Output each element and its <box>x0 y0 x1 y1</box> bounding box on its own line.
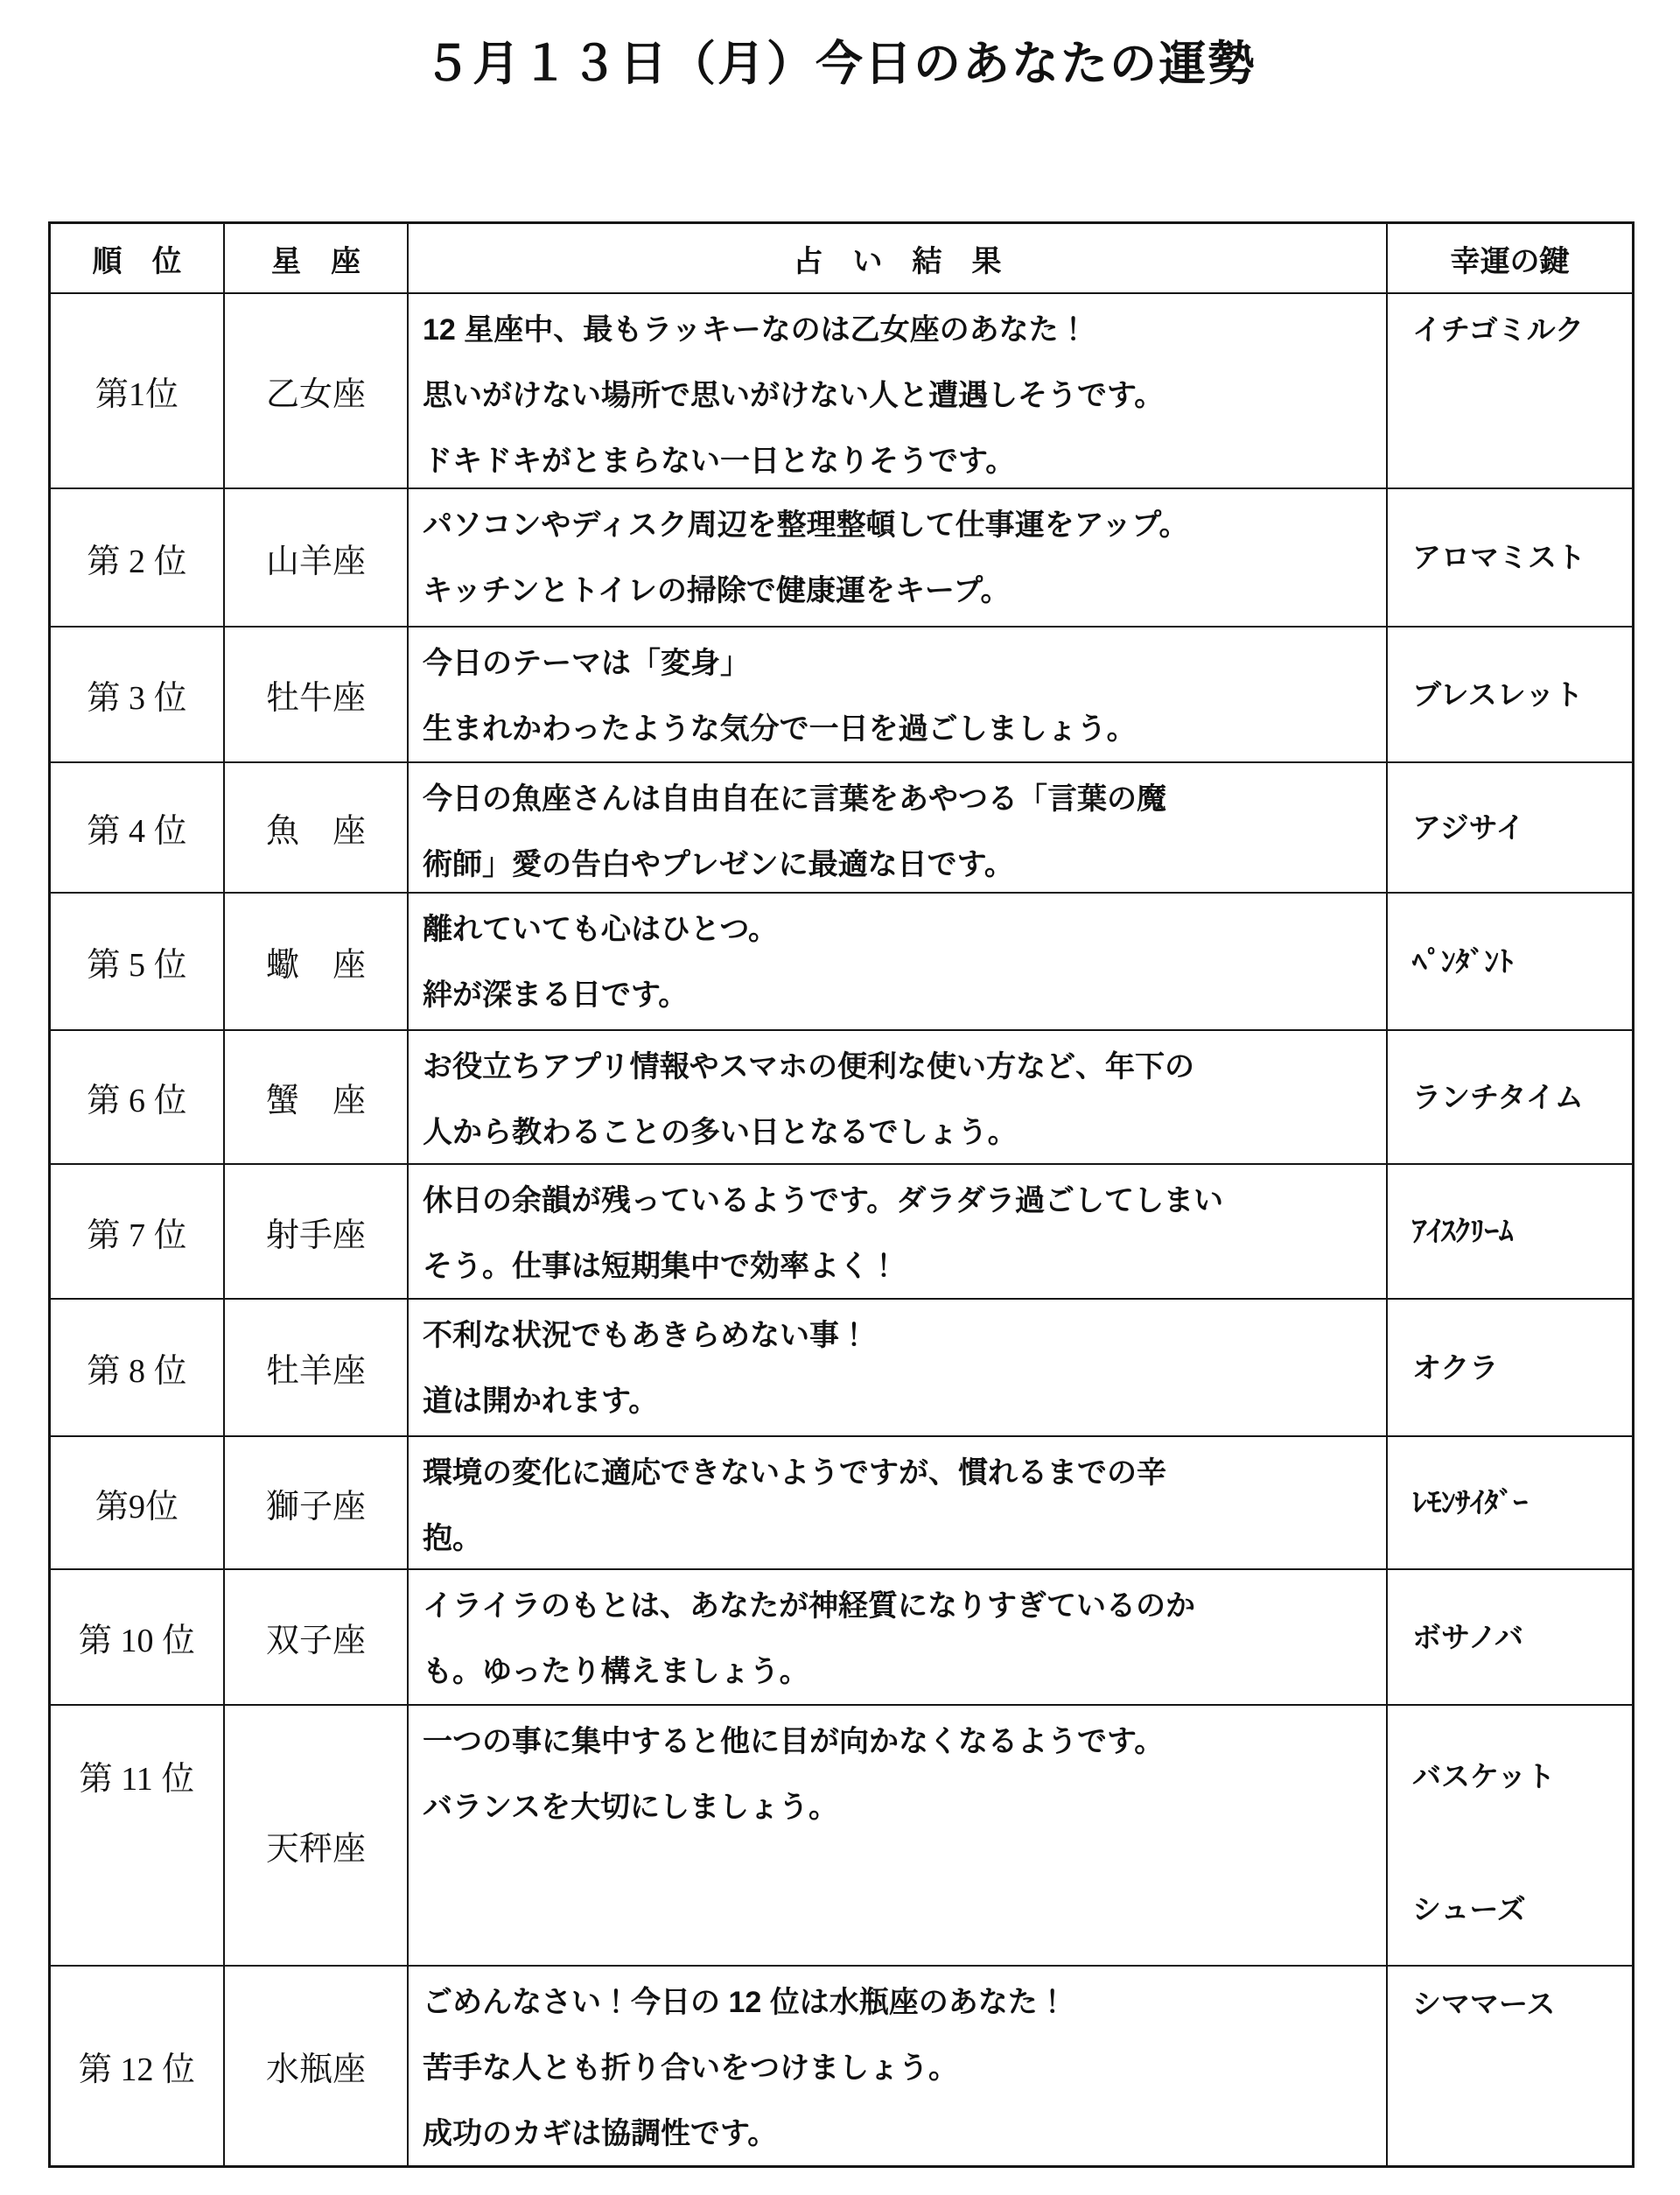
result-cell <box>409 489 1388 626</box>
result-cell <box>409 294 1388 487</box>
horoscope-table <box>48 221 1634 2168</box>
key-cell <box>1388 1031 1632 1163</box>
key-line: ﾚﾓﾝｻｲﾀﾞｰ <box>1412 1486 1528 1518</box>
result-cell <box>409 1706 1388 1965</box>
key-line: シューズ <box>1412 1893 1526 1925</box>
key-cell <box>1388 763 1632 892</box>
key-line: アロマミスト <box>1412 541 1586 573</box>
rank-cell: 第 12 位 <box>51 1967 225 2165</box>
result-line: 今日の魚座さんは自由自在に言葉をあやつる「言葉の魔 <box>423 782 1166 816</box>
rank-cell: 第 8 位 <box>51 1300 225 1435</box>
result-line: 術師」愛の告白やプレゼンに最適な日です。 <box>423 848 1014 881</box>
sign-cell: 水瓶座 <box>225 1967 409 2165</box>
table-row <box>51 1570 1632 1706</box>
result-line: ごめんなさい！今日の 12 位は水瓶座のあなた！ <box>423 1986 1068 2019</box>
sign-cell: 牡牛座 <box>225 628 409 761</box>
result-line: 思いがけない場所で思いがけない人と遭遇しそうです。 <box>423 379 1165 412</box>
key-cell <box>1388 489 1632 626</box>
result-line: 道は開かれます。 <box>423 1385 659 1418</box>
result-cell <box>409 1165 1388 1298</box>
key-line: バスケット <box>1412 1760 1556 1792</box>
key-line: ランチタイム <box>1412 1080 1584 1113</box>
rank-cell: 第 10 位 <box>51 1570 225 1704</box>
table-row <box>51 1300 1632 1437</box>
key-line: ボサノバ <box>1412 1620 1524 1653</box>
result-line: 人から教わることの多い日となるでしょう。 <box>423 1116 1018 1149</box>
table-row <box>51 1967 1632 2165</box>
result-cell <box>409 628 1388 761</box>
key-line: オクラ <box>1412 1350 1499 1384</box>
table-row <box>51 294 1632 489</box>
result-line: 離れていても心はひとつ。 <box>423 913 778 946</box>
rank-cell: 第1位 <box>51 294 225 487</box>
rank-cell: 第 11 位 <box>51 1706 225 1965</box>
result-line: ドキドキがとまらない一日となりそうです。 <box>423 445 1016 478</box>
table-row <box>51 894 1632 1031</box>
sign-cell: 双子座 <box>225 1570 409 1704</box>
sign-cell: 蠍 座 <box>225 894 409 1029</box>
result-line: 不利な状況でもあきらめない事！ <box>423 1319 869 1352</box>
rank-cell: 第 3 位 <box>51 628 225 761</box>
rank-cell: 第 2 位 <box>51 489 225 626</box>
rank-cell: 第9位 <box>51 1437 225 1568</box>
key-cell <box>1388 1706 1632 1965</box>
result-line: バランスを大切にしましょう。 <box>423 1791 838 1824</box>
sign-cell: 射手座 <box>225 1165 409 1298</box>
table-row <box>51 489 1632 628</box>
sign-cell: 獅子座 <box>225 1437 409 1568</box>
table-row <box>51 1165 1632 1300</box>
result-line: 12 星座中、最もラッキーなのは乙女座のあなた！ <box>423 313 1088 347</box>
key-cell <box>1388 1165 1632 1298</box>
result-line: も。ゆったり構えましょう。 <box>423 1655 809 1688</box>
page-title: ５月１３日（月）今日のあなたの運勢 <box>424 38 1256 90</box>
result-line: 抱。 <box>423 1522 482 1555</box>
key-cell <box>1388 294 1632 487</box>
table-header-row <box>51 224 1632 294</box>
header-sign: 星 座 <box>225 224 409 292</box>
header-result: 占 い 結 果 <box>409 224 1388 292</box>
sign-cell: 乙女座 <box>225 294 409 487</box>
rank-cell: 第 4 位 <box>51 763 225 892</box>
result-line: 環境の変化に適応できないようですが、慣れるまでの辛 <box>423 1456 1166 1490</box>
result-line: 今日のテーマは「変身」 <box>423 647 750 680</box>
result-cell <box>409 1570 1388 1704</box>
result-line: 苦手な人とも折り合いをつけましょう。 <box>423 2051 958 2085</box>
sign-cell: 山羊座 <box>225 489 409 626</box>
result-line: 一つの事に集中すると他に目が向かなくなるようです。 <box>423 1725 1165 1758</box>
result-cell <box>409 1437 1388 1568</box>
table-row <box>51 1706 1632 1967</box>
key-cell <box>1388 1570 1632 1704</box>
result-cell <box>409 1967 1388 2165</box>
key-cell <box>1388 894 1632 1029</box>
result-cell <box>409 1300 1388 1435</box>
table-row <box>51 763 1632 894</box>
result-cell <box>409 894 1388 1029</box>
result-line: お役立ちアプリ情報やスマホの便利な使い方など、年下の <box>423 1050 1194 1083</box>
table-row <box>51 628 1632 763</box>
key-cell <box>1388 1967 1632 2165</box>
sign-cell: 魚 座 <box>225 763 409 892</box>
result-cell <box>409 763 1388 892</box>
result-line: そう。仕事は短期集中で効率よく！ <box>423 1250 899 1283</box>
key-line: シママース <box>1412 1988 1556 2020</box>
key-line: ﾍﾟﾝﾀﾞﾝﾄ <box>1412 944 1514 978</box>
key-cell <box>1388 628 1632 761</box>
sign-cell: 天秤座 <box>225 1706 409 1965</box>
result-cell <box>409 1031 1388 1163</box>
result-line: キッチンとトイレの掃除で健康運をキープ。 <box>423 574 1011 607</box>
header-rank: 順 位 <box>51 224 225 292</box>
rank-cell: 第 6 位 <box>51 1031 225 1163</box>
sign-cell: 蟹 座 <box>225 1031 409 1163</box>
sign-cell: 牡羊座 <box>225 1300 409 1435</box>
key-cell <box>1388 1300 1632 1435</box>
rank-cell: 第 7 位 <box>51 1165 225 1298</box>
table-row <box>51 1031 1632 1165</box>
result-line: パソコンやディスク周辺を整理整頓して仕事運をアップ。 <box>423 508 1189 542</box>
key-line: ブレスレット <box>1412 677 1584 711</box>
result-line: 絆が深まる日です。 <box>423 978 689 1012</box>
result-line: 休日の余韻が残っているようです。ダラダラ過ごしてしまい <box>423 1184 1223 1217</box>
key-line: アジサイ <box>1412 810 1525 844</box>
header-key: 幸運の鍵 <box>1450 244 1570 278</box>
result-line: 生まれかわったような気分で一日を過ごしましょう。 <box>423 712 1137 746</box>
key-line: ｱｲｽｸﾘｰﾑ <box>1412 1215 1514 1247</box>
key-cell <box>1388 1437 1632 1568</box>
result-line: 成功のカギは協調性です。 <box>423 2117 778 2150</box>
rank-cell: 第 5 位 <box>51 894 225 1029</box>
key-line: イチゴミルク <box>1412 313 1585 346</box>
result-line: イライラのもとは、あなたが神経質になりすぎているのか <box>423 1589 1195 1623</box>
table-row <box>51 1437 1632 1570</box>
